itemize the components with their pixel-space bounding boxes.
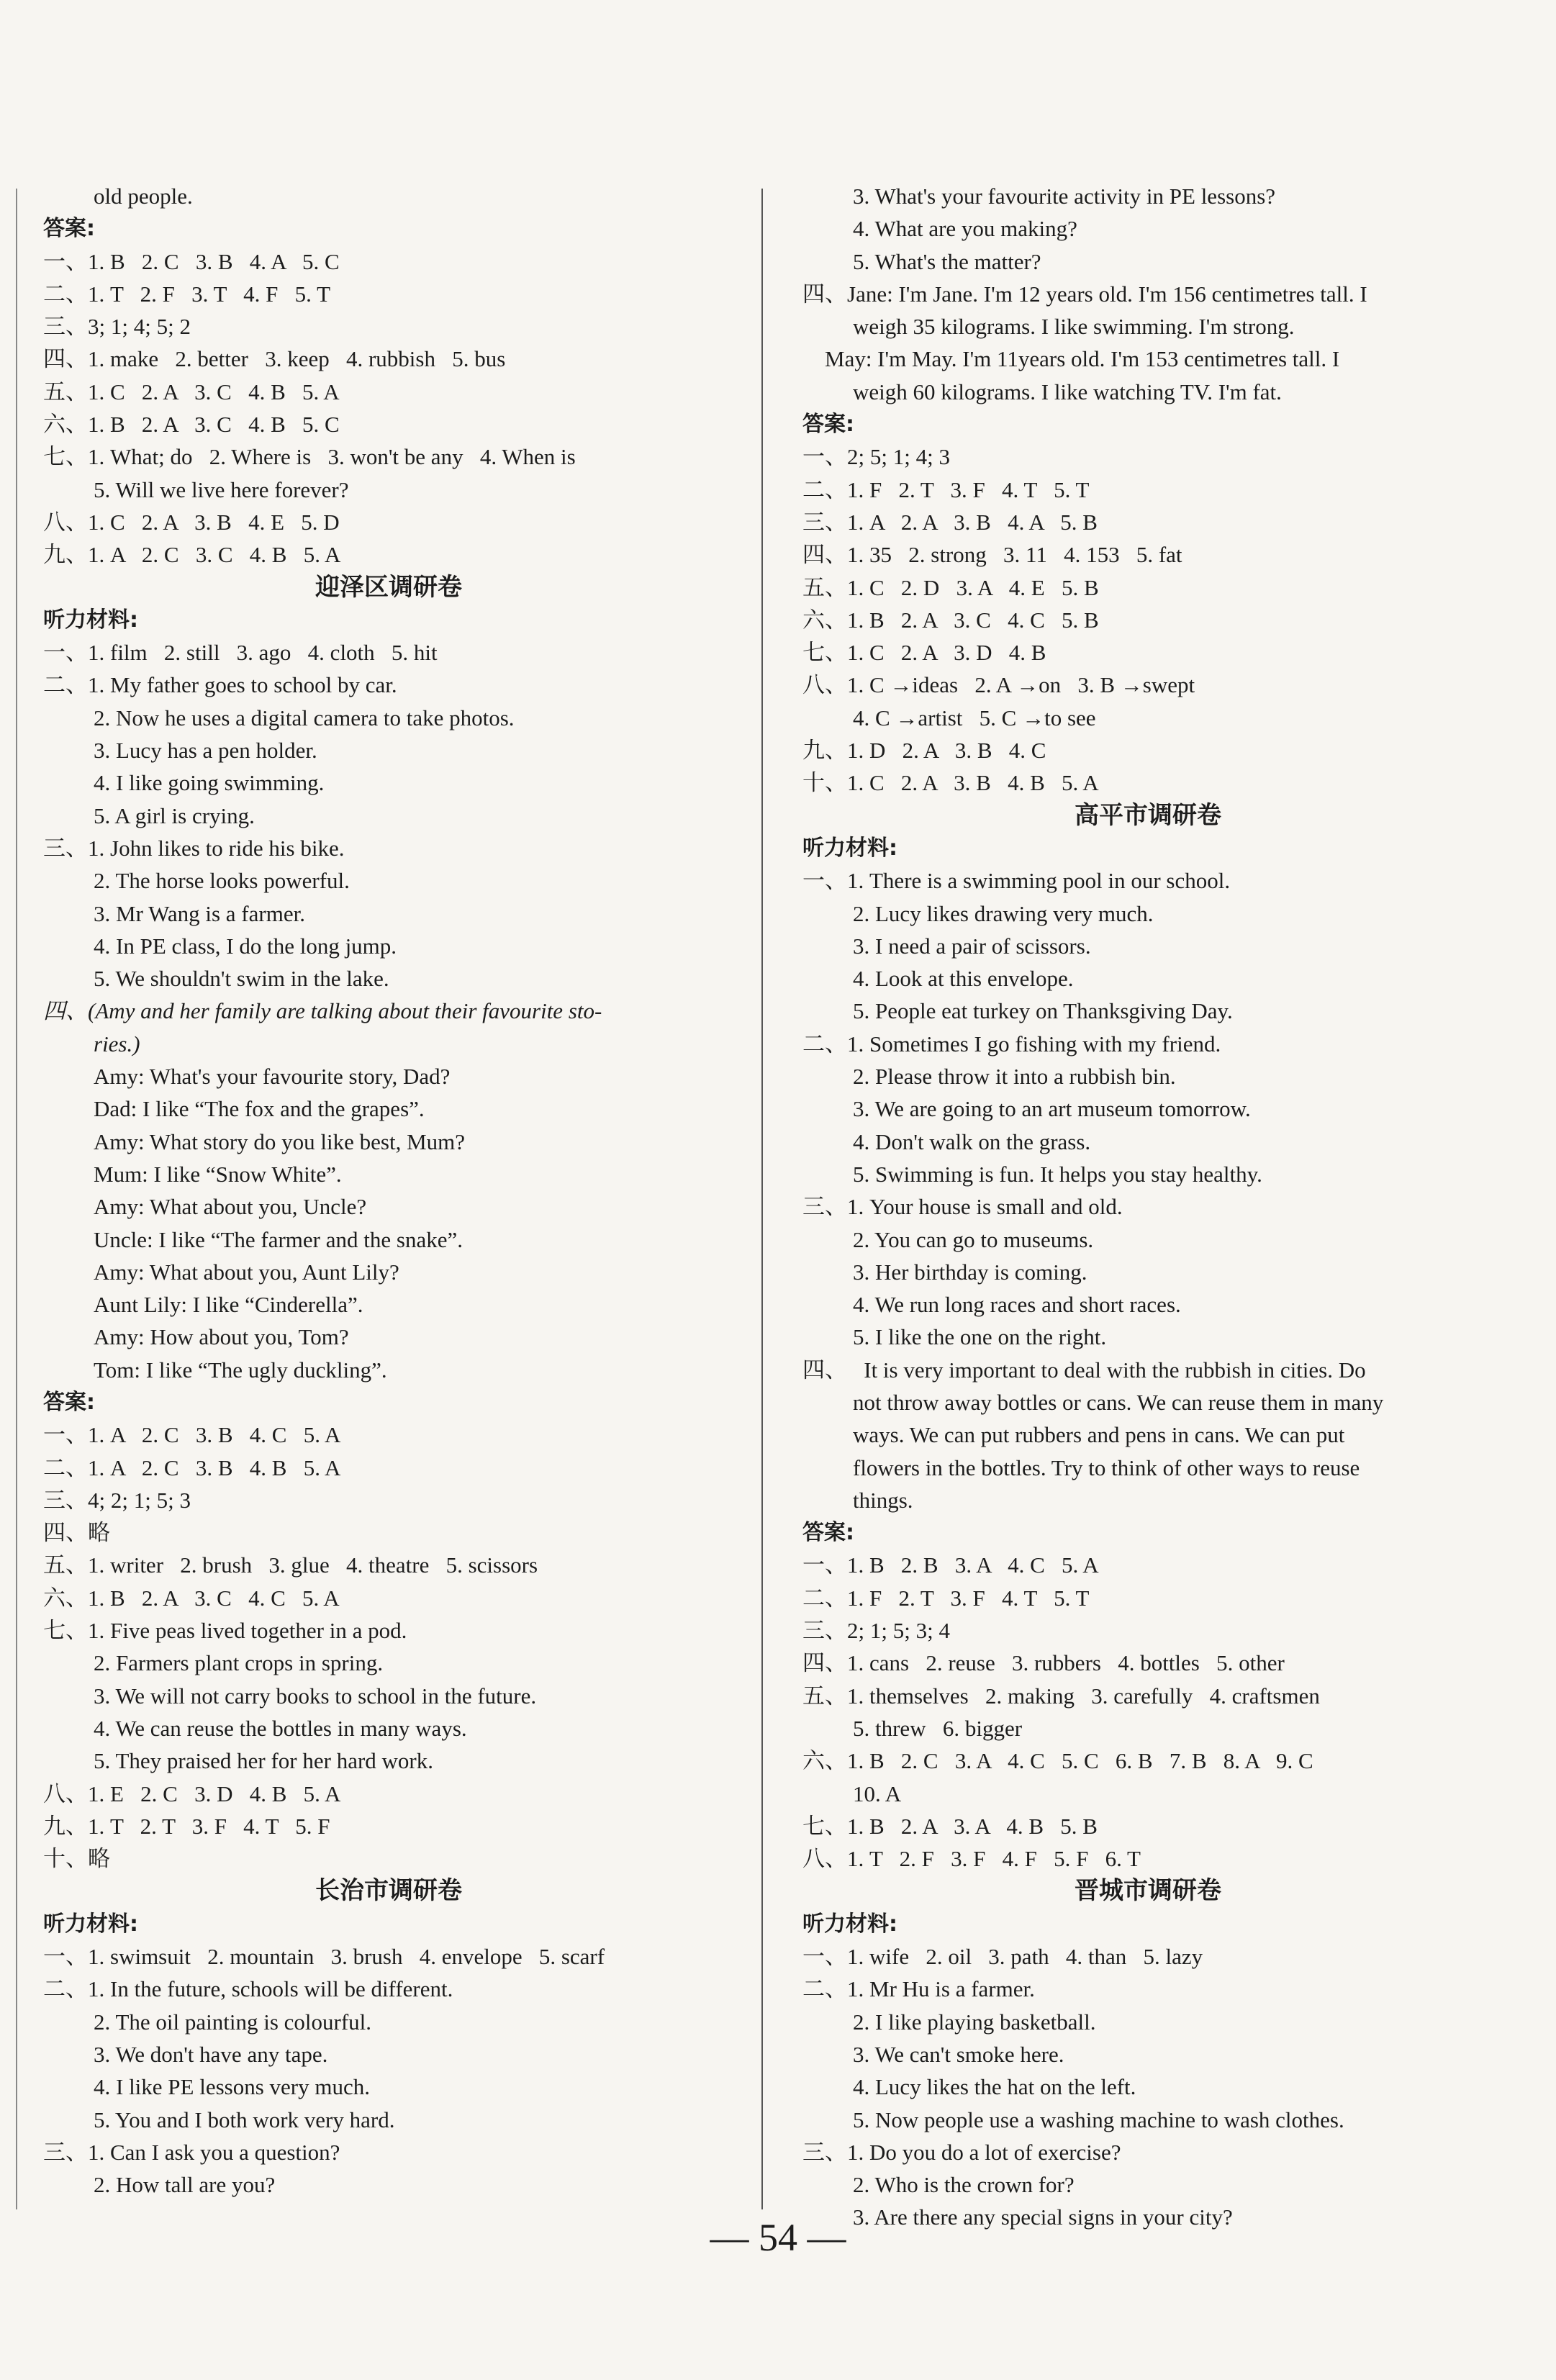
text-line: 3. Mr Wang is a farmer. [94, 900, 305, 926]
text-line: 2. The horse looks powerful. [94, 868, 350, 894]
text-line: 二、1. In the future, schools will be different. [43, 1976, 453, 2002]
text-line: 六、1. B 2. A 3. C 4. B 5. C [43, 412, 340, 438]
text-line: 七、1. B 2. A 3. A 4. B 5. B [802, 1813, 1098, 1839]
text-line: 三、1. Can I ask you a question? [43, 2139, 340, 2165]
section-subheading: 听力材料: [802, 835, 897, 861]
text-line: 3. We don't have any tape. [94, 2041, 328, 2067]
left-column [43, 180, 734, 2201]
text-line: weigh 35 kilograms. I like swimming. I'm strong. [853, 314, 1295, 340]
text-line: 3. Are there any special signs in your city? [853, 2204, 1233, 2230]
text-line: 二、1. A 2. C 3. B 4. B 5. A [43, 1454, 341, 1480]
section-title: 晋城市调研卷 [1075, 1876, 1221, 1906]
text-line: 四、1. 35 2. strong 3. 11 4. 153 5. fat [802, 542, 1182, 568]
text-line: 一、1. B 2. B 3. A 4. C 5. A [802, 1552, 1099, 1578]
text-line: 5. You and I both work very hard. [94, 2107, 395, 2132]
text-line: 四、1. make 2. better 3. keep 4. rubbish 5. bus [43, 346, 506, 372]
text-line: 3. I need a pair of scissors. [853, 933, 1091, 959]
text-line: 二、1. My father goes to school by car. [43, 672, 397, 698]
text-line: 4. What are you making? [853, 216, 1077, 242]
text-line: 5. Swimming is fun. It helps you stay healthy. [853, 1161, 1262, 1187]
text-line: flowers in the bottles. Try to think of other ways to reuse [853, 1454, 1360, 1480]
section-title: 高平市调研卷 [1075, 800, 1221, 830]
text-line: May: I'm May. I'm 11years old. I'm 153 centimetres tall. I [802, 346, 1340, 372]
text-line: 5. They praised her for her hard work. [94, 1748, 434, 1774]
text-line: 一、1. film 2. still 3. ago 4. cloth 5. hit [43, 640, 438, 666]
text-line: 二、1. Mr Hu is a farmer. [802, 1976, 1035, 2002]
text-line: Amy: What about you, Aunt Lily? [94, 1259, 399, 1285]
section-subheading: 听力材料: [43, 607, 138, 633]
text-line: 五、1. writer 2. brush 3. glue 4. theatre 5. scissors [43, 1552, 538, 1578]
text-line: 2. Now he uses a digital camera to take photos. [94, 705, 515, 730]
text-line: 三、1. Do you do a lot of exercise? [802, 2139, 1121, 2165]
text-line: 三、1. John likes to ride his bike. [43, 835, 345, 861]
text-line: 八、1. T 2. F 3. F 4. F 5. F 6. T [802, 1846, 1141, 1872]
section-subheading: 答案: [802, 412, 854, 438]
text-line: 三、1. Your house is small and old. [802, 1194, 1123, 1220]
text-line: ries.) [94, 1031, 140, 1056]
text-line: 七、1. C 2. A 3. D 4. B [802, 640, 1046, 666]
text-line: 5. A girl is crying. [94, 802, 255, 828]
text-line: 3. What's your favourite activity in PE lessons? [853, 184, 1276, 209]
text-line: 5. I like the one on the right. [853, 1324, 1107, 1350]
text-line: ways. We can put rubbers and pens in cans. We can put [853, 1422, 1345, 1448]
text-line: 4. We run long races and short races. [853, 1292, 1181, 1318]
text-line: 2. Who is the crown for? [853, 2172, 1075, 2198]
text-line: 5. What's the matter? [853, 248, 1041, 274]
column-divider [761, 189, 763, 2209]
text-line: 10. A [853, 1781, 902, 1806]
section-title: 迎泽区调研卷 [315, 572, 462, 602]
text-line: weigh 60 kilograms. I like watching TV. I'm fat. [853, 379, 1282, 404]
text-line: 3. We can't smoke here. [853, 2041, 1064, 2067]
text-line: 八、1. E 2. C 3. D 4. B 5. A [43, 1781, 341, 1806]
text-line: 3. Lucy has a pen holder. [94, 738, 317, 764]
text-line: Amy: How about you, Tom? [94, 1324, 349, 1350]
text-line: 一、1. A 2. C 3. B 4. C 5. A [43, 1422, 341, 1448]
text-line: 一、1. B 2. C 3. B 4. A 5. C [43, 248, 340, 274]
text-line: 九、1. D 2. A 3. B 4. C [802, 738, 1046, 764]
text-line: 三、1. A 2. A 3. B 4. A 5. B [802, 509, 1098, 535]
text-line: 2. The oil painting is colourful. [94, 2009, 372, 2035]
text-line: 2. I like playing basketball. [853, 2009, 1096, 2035]
text-line: 三、4; 2; 1; 5; 3 [43, 1487, 191, 1513]
text-line: 一、1. swimsuit 2. mountain 3. brush 4. envelope 5. scarf [43, 1944, 605, 1970]
text-line: 5. Will we live here forever? [94, 476, 349, 502]
text-line: 三、2; 1; 5; 3; 4 [802, 1618, 950, 1644]
text-line: 十、略 [43, 1846, 110, 1872]
text-line: 十、1. C 2. A 3. B 4. B 5. A [802, 770, 1099, 796]
text-line: 五、1. themselves 2. making 3. carefully 4. craftsmen [802, 1683, 1320, 1709]
text-line: 2. Farmers plant crops in spring. [94, 1650, 384, 1676]
text-line: Mum: I like “Snow White”. [94, 1161, 342, 1187]
text-line: Uncle: I like “The farmer and the snake”. [94, 1226, 463, 1252]
text-line: 二、1. F 2. T 3. F 4. T 5. T [802, 476, 1090, 502]
text-line: 5. threw 6. bigger [853, 1715, 1023, 1741]
text-line: 九、1. T 2. T 3. F 4. T 5. F [43, 1813, 330, 1839]
text-line: 六、1. B 2. C 3. A 4. C 5. C 6. B 7. B 8. A 9. C [802, 1748, 1313, 1774]
margin-rule [16, 189, 17, 2209]
text-line: Amy: What about you, Uncle? [94, 1194, 367, 1220]
page-number: — 54 — [710, 2216, 846, 2259]
text-line: Dad: I like “The fox and the grapes”. [94, 1096, 425, 1122]
text-line: 四、Jane: I'm Jane. I'm 12 years old. I'm 156 centimetres tall. I [802, 281, 1367, 307]
text-line: 4. C →artist 5. C →to see [853, 705, 1096, 730]
text-line: Tom: I like “The ugly duckling”. [94, 1357, 387, 1383]
text-line: 5. We shouldn't swim in the lake. [94, 966, 389, 992]
text-line: 4. Don't walk on the grass. [853, 1128, 1091, 1154]
text-line: 2. How tall are you? [94, 2172, 276, 2198]
text-line: 4. We can reuse the bottles in many ways. [94, 1715, 467, 1741]
text-line: 二、1. F 2. T 3. F 4. T 5. T [802, 1585, 1090, 1611]
text-line: 4. I like PE lessons very much. [94, 2074, 371, 2100]
text-line: 五、1. C 2. D 3. A 4. E 5. B [802, 574, 1099, 600]
text-line: 4. Lucy likes the hat on the left. [853, 2074, 1136, 2100]
text-line: 四、1. cans 2. reuse 3. rubbers 4. bottles 5. other [802, 1650, 1285, 1676]
text-line: 一、1. There is a swimming pool in our school. [802, 868, 1231, 894]
text-line: 八、1. C →ideas 2. A →on 3. B →swept [802, 672, 1195, 698]
text-line: not throw away bottles or cans. We can reuse them in many [853, 1389, 1384, 1415]
section-subheading: 听力材料: [43, 1911, 138, 1937]
text-line: 四、 It is very important to deal with the rubbish in cities. Do [802, 1357, 1366, 1383]
text-line: 九、1. A 2. C 3. C 4. B 5. A [43, 542, 341, 568]
section-subheading: 听力材料: [802, 1911, 897, 1937]
text-line: Aunt Lily: I like “Cinderella”. [94, 1292, 363, 1318]
text-line: old people. [94, 184, 193, 209]
text-line: things. [853, 1487, 913, 1513]
text-line: 五、1. C 2. A 3. C 4. B 5. A [43, 379, 340, 404]
text-line: 一、2; 5; 1; 4; 3 [802, 444, 950, 470]
text-line: 二、1. Sometimes I go fishing with my friend. [802, 1031, 1221, 1056]
text-line: 2. Please throw it into a rubbish bin. [853, 1064, 1176, 1090]
text-line: 4. In PE class, I do the long jump. [94, 933, 397, 959]
text-line: 一、1. wife 2. oil 3. path 4. than 5. lazy [802, 1944, 1203, 1970]
text-line: 四、略 [43, 1520, 110, 1546]
text-line: 3. We are going to an art museum tomorrow. [853, 1096, 1251, 1122]
text-line: 四、(Amy and her family are talking about their favourite sto- [43, 998, 602, 1024]
text-line: 二、1. T 2. F 3. T 4. F 5. T [43, 281, 331, 307]
text-line: 5. People eat turkey on Thanksgiving Day. [853, 998, 1233, 1024]
section-subheading: 答案: [43, 216, 95, 242]
text-line: 八、1. C 2. A 3. B 4. E 5. D [43, 509, 340, 535]
text-line: 3. Her birthday is coming. [853, 1259, 1087, 1285]
text-line: Amy: What's your favourite story, Dad? [94, 1064, 451, 1090]
text-line: 2. You can go to museums. [853, 1226, 1094, 1252]
text-line: 4. Look at this envelope. [853, 966, 1074, 992]
text-line: 4. I like going swimming. [94, 770, 325, 796]
section-subheading: 答案: [802, 1520, 854, 1546]
text-line: 5. Now people use a washing machine to wash clothes. [853, 2107, 1344, 2132]
text-line: 3. We will not carry books to school in the future. [94, 1683, 537, 1709]
right-column [802, 180, 1493, 2234]
text-line: 七、1. What; do 2. Where is 3. won't be any 4. When is [43, 444, 576, 470]
text-line: 2. Lucy likes drawing very much. [853, 900, 1154, 926]
text-line: 七、1. Five peas lived together in a pod. [43, 1618, 407, 1644]
section-subheading: 答案: [43, 1389, 95, 1415]
section-title: 长治市调研卷 [315, 1876, 462, 1906]
text-line: 六、1. B 2. A 3. C 4. C 5. B [802, 607, 1099, 633]
text-line: Amy: What story do you like best, Mum? [94, 1128, 466, 1154]
text-line: 三、3; 1; 4; 5; 2 [43, 314, 191, 340]
text-line: 六、1. B 2. A 3. C 4. C 5. A [43, 1585, 340, 1611]
